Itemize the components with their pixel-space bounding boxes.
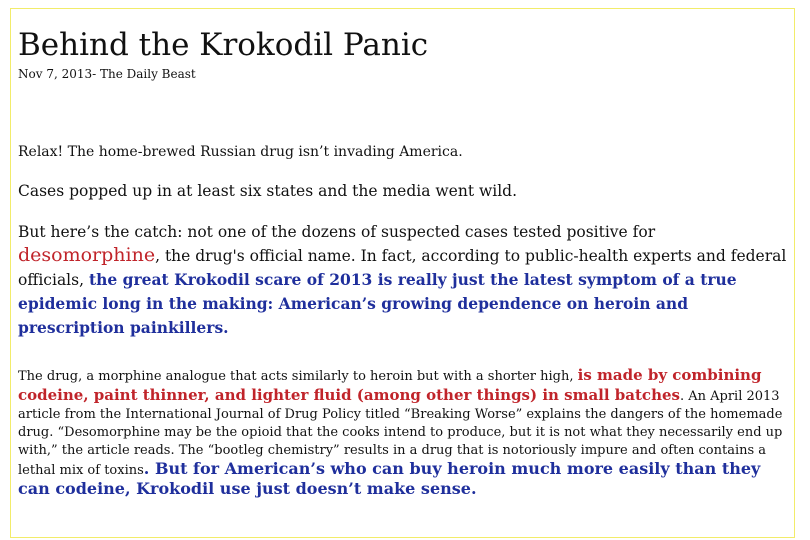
- drug-text: The drug, a morphine analogue that acts similarly to heroin but with a shorter high,: [18, 369, 578, 384]
- paragraph-cases: Cases popped up in at least six states and the media went wild.: [18, 182, 518, 200]
- catch-text-2: , the drug's official name. In fact, according to public-health experts and federal officials,: [18, 247, 787, 289]
- catch-text: But here’s the catch: not one of the dozens of suspected cases tested positive for: [18, 223, 656, 241]
- paragraph-catch: [18, 221, 793, 340]
- byline: Nov 7, 2013- The Daily Beast: [18, 67, 196, 81]
- conclusion-emphasis: . But for American’s who can buy heroin much more easily than they can codeine, Krokodil use just doesn’t make sense.: [18, 459, 761, 498]
- desomorphine-emphasis: desomorphine: [18, 244, 156, 266]
- slide-frame: [10, 8, 795, 538]
- recipe-emphasis: is made by combining codeine, paint thinner, and lighter fluid (among other things) in small batches: [18, 366, 762, 404]
- page-title: Behind the Krokodil Panic: [18, 27, 429, 63]
- paragraph-drug: [18, 366, 793, 500]
- epidemic-emphasis: the great Krokodil scare of 2013 is really just the latest symptom of a true epidemic long in the making: American’s growing dependence on heroin and prescription painkillers.: [18, 270, 737, 337]
- drug-text-2: . An April 2013 article from the International Journal of Drug Policy titled “Breaking Worse” explains the dangers of the homemade drug. “Desomorphine may be the opioid that the cooks intend to produce, but it is not what they necessarily end up with,” the article reads. The “bootleg chemistry” results in a drug that is notoriously impure and often contains a lethal mix of toxins: [18, 389, 783, 478]
- paragraph-relax: Relax! The home-brewed Russian drug isn’t invading America.: [18, 144, 463, 160]
